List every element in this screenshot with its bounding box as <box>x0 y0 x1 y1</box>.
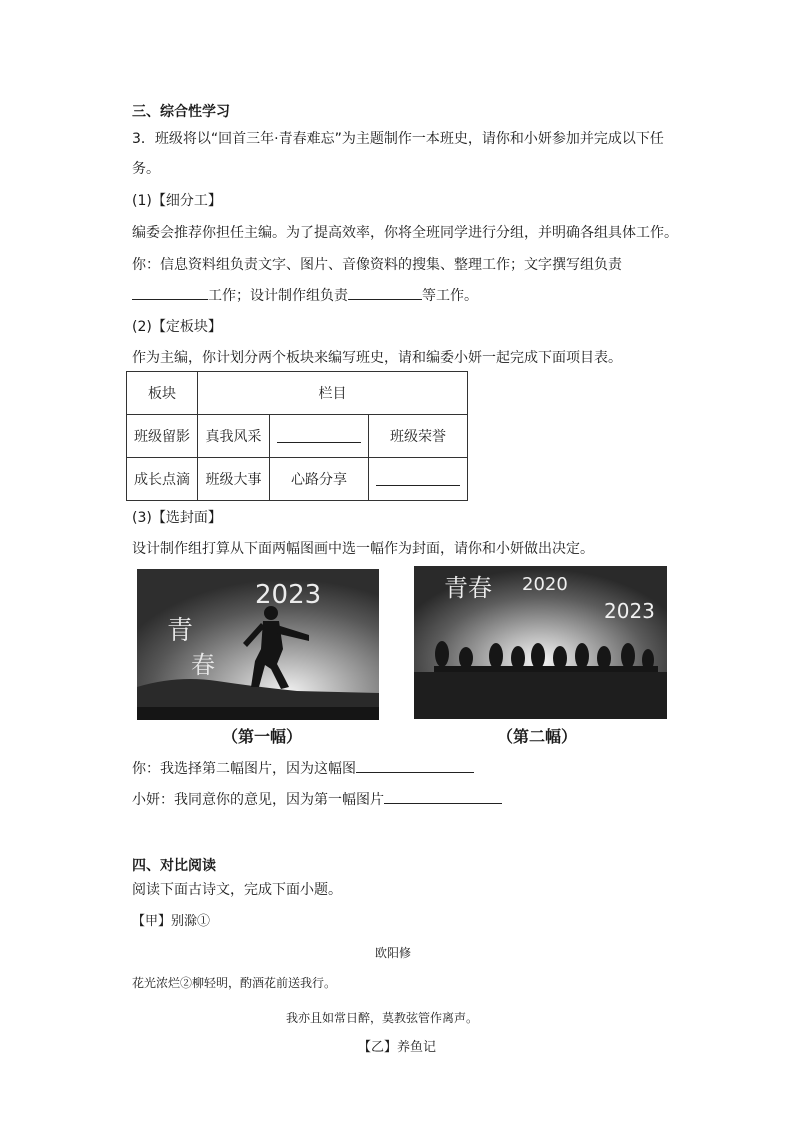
image2-year-2020: 2020 <box>522 574 568 595</box>
answer-blank <box>384 789 502 804</box>
cover-image-1[interactable] <box>137 569 379 720</box>
part1-text: 编委会推荐你担任主编。为了提高效率，你将全班同学进行分组，并明确各组具体工作。 <box>132 225 678 241</box>
answer-xiaoyan-line <box>132 789 502 810</box>
table-cell-blank <box>270 415 369 458</box>
yi-title: 【乙】养鱼记 <box>358 1040 437 1055</box>
image1-text-chun: 春 <box>191 651 215 679</box>
part1-mid-text: 工作；设计制作组负责 <box>208 288 348 304</box>
table-cell: 心路分享 <box>270 458 369 501</box>
cover-image-2-caption: （第二幅） <box>497 727 578 746</box>
answer-blank <box>132 285 208 300</box>
question3-line1: 3．班级将以“回首三年·青春难忘”为主题制作一本班史，请你和小妍参加并完成以下任 <box>132 131 664 147</box>
part2-title: (2)【定板块】 <box>132 319 222 335</box>
poem-author: 欧阳修 <box>375 946 412 960</box>
section4-heading: 四、对比阅读 <box>132 858 216 874</box>
table-cell: 真我风采 <box>198 415 270 458</box>
table-cell: 成长点滴 <box>127 458 198 501</box>
jia-title: 【甲】别滁① <box>132 914 211 929</box>
section3-heading: 三、综合性学习 <box>132 104 230 120</box>
part1-end-text: 等工作。 <box>422 288 478 304</box>
project-table <box>126 371 468 501</box>
section4-intro: 阅读下面古诗文，完成下面小题。 <box>132 882 342 898</box>
cover-image-1-caption: （第一幅） <box>222 727 303 746</box>
table-cell: 班级荣誉 <box>369 415 468 458</box>
table-cell: 班级留影 <box>127 415 198 458</box>
poem-line-1: 花光浓烂②柳轻明，酌酒花前送我行。 <box>132 976 337 990</box>
table-header-columns: 栏目 <box>198 372 468 415</box>
image1-text-qing: 青 <box>167 616 194 646</box>
image2-year-2023: 2023 <box>604 599 655 623</box>
answer-blank <box>277 426 361 443</box>
part3-text: 设计制作组打算从下面两幅图画中选一幅作为封面，请你和小妍做出决定。 <box>132 541 594 557</box>
table-row <box>127 372 468 415</box>
question3-line2: 务。 <box>132 161 160 177</box>
part3-title <box>132 508 222 528</box>
table-header-block: 板块 <box>127 372 198 415</box>
part3-title-text: (3)【选封面】 <box>132 510 222 526</box>
table-cell: 班级大事 <box>198 458 270 501</box>
table-row <box>127 458 468 501</box>
poem-line-2: 我亦且如常日醉，莫教弦管作离声。 <box>286 1011 479 1025</box>
answer-xiaoyan-text: 小妍：我同意你的意见，因为第一幅图片 <box>132 792 384 808</box>
part1-fill-line <box>132 285 478 306</box>
part2-text: 作为主编，你计划分两个板块来编写班史，请和编委小妍一起完成下面项目表。 <box>132 350 622 366</box>
part1-you-line: 你：信息资料组负责文字、图片、音像资料的搜集、整理工作；文字撰写组负责 <box>132 257 622 273</box>
answer-blank <box>348 285 422 300</box>
cover-image-2[interactable] <box>414 566 667 719</box>
running-silhouettes-illustration <box>414 566 667 719</box>
table-cell-blank <box>369 458 468 501</box>
answer-you-text: 你：我选择第二幅图片，因为这幅图 <box>132 761 356 777</box>
part1-title: (1)【细分工】 <box>132 193 222 209</box>
answer-blank <box>356 758 474 773</box>
image1-year: 2023 <box>255 580 322 610</box>
jumping-silhouette-illustration <box>137 569 379 720</box>
table-row <box>127 415 468 458</box>
answer-you-line <box>132 758 474 779</box>
answer-blank <box>376 469 460 486</box>
image2-text-qingchun: 青春 <box>444 574 492 602</box>
